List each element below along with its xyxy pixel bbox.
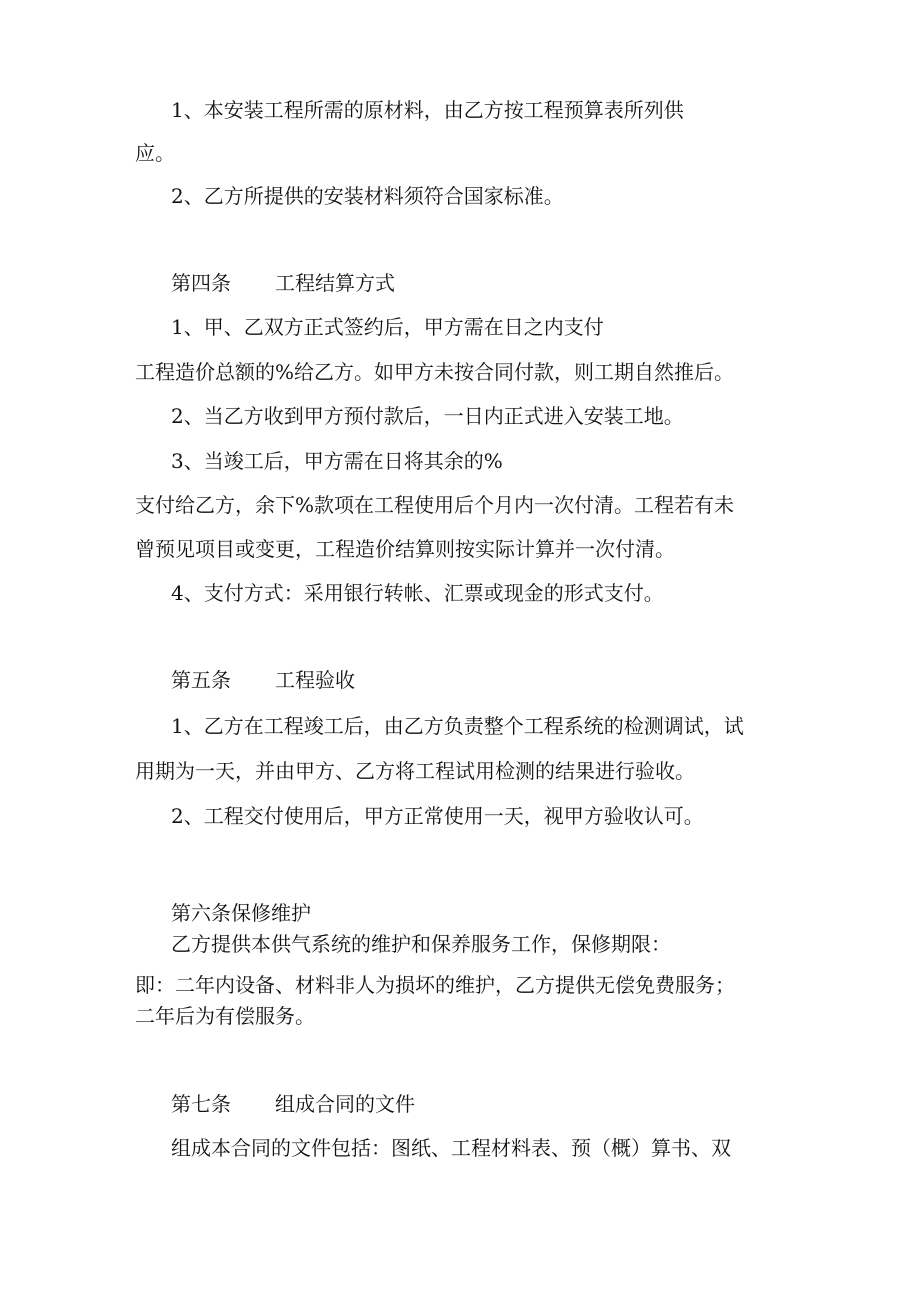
settlement-clause-1-line-2: 工程造价总额的%给乙方。如甲方未按合同付款，则工期自然推后。: [135, 360, 735, 384]
settlement-clause-3-line-1: 3、当竣工后，甲方需在日将其余的%: [171, 449, 503, 473]
article-5-heading: [171, 668, 355, 692]
acceptance-clause-1-line-2: 用期为一天，并由甲方、乙方将工程试用检测的结果进行验收。: [135, 759, 695, 783]
settlement-clause-1-line-1: 1、甲、乙双方正式签约后，甲方需在日之内支付: [171, 315, 604, 339]
article-4-number: 第四条: [171, 271, 231, 295]
contract-documents-clause: 组成本合同的文件包括：图纸、工程材料表、预（概）算书、双: [171, 1136, 731, 1160]
material-clause-1-line-2: 应。: [135, 141, 175, 165]
article-4-title: 工程结算方式: [275, 271, 395, 295]
settlement-clause-3-line-2: 支付给乙方，余下%款项在工程使用后个月内一次付清。工程若有未: [135, 493, 735, 517]
article-5-number: 第五条: [171, 668, 231, 692]
material-clause-1-line-1: 1、本安装工程所需的原材料，由乙方按工程预算表所列供: [171, 98, 684, 122]
settlement-clause-2: 2、当乙方收到甲方预付款后，一日内正式进入安装工地。: [171, 404, 684, 428]
article-7-number: 第七条: [171, 1092, 231, 1116]
warranty-clause-1: 乙方提供本供气系统的维护和保养服务工作，保修期限：: [171, 932, 671, 956]
warranty-clause-2-line-2: 二年后为有偿服务。: [135, 1004, 315, 1028]
acceptance-clause-1-line-1: 1、乙方在工程竣工后，由乙方负责整个工程系统的检测调试，试: [171, 714, 744, 738]
settlement-clause-3-line-3: 曾预见项目或变更，工程造价结算则按实际计算并一次付清。: [135, 537, 675, 561]
warranty-clause-2-line-1: 即：二年内设备、材料非人为损坏的维护，乙方提供无偿免费服务；: [135, 973, 735, 997]
article-7-heading: [171, 1092, 415, 1116]
acceptance-clause-2: 2、工程交付使用后，甲方正常使用一天，视甲方验收认可。: [171, 804, 704, 828]
article-4-heading: [171, 271, 395, 295]
article-6-heading: 第六条保修维护: [171, 901, 311, 925]
settlement-clause-4: 4、支付方式：采用银行转帐、汇票或现金的形式支付。: [171, 581, 664, 605]
article-7-title: 组成合同的文件: [275, 1092, 415, 1116]
material-clause-2: 2、乙方所提供的安装材料须符合国家标准。: [171, 184, 564, 208]
article-5-title: 工程验收: [275, 668, 355, 692]
